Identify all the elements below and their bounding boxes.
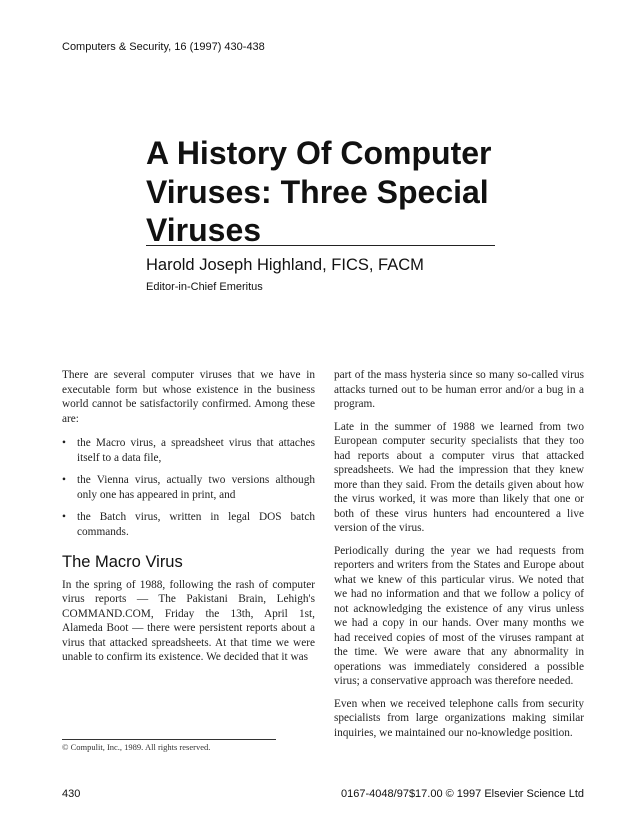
copyright-footnote: © Compulit, Inc., 1989. All rights reserved. xyxy=(62,742,211,752)
list-item-text: the Batch virus, written in legal DOS batch commands. xyxy=(77,511,315,538)
title-line: A History Of Computer xyxy=(146,135,492,171)
page-number: 430 xyxy=(62,788,81,800)
list-item xyxy=(62,473,315,502)
bullet-icon: • xyxy=(62,437,66,449)
bullet-icon: • xyxy=(62,511,66,523)
left-column xyxy=(62,368,315,665)
body-paragraph: Late in the summer of 1988 we learned from two European computer security specialists that they too had reports about a computer virus that attacked spreadsheets. We had the impression that they knew more than they said. From the details given about how the virus worked, it was more than likely that one or both of these virus hunters had encountered a live version of the virus. xyxy=(334,420,584,534)
body-paragraph: In the spring of 1988, following the rash of computer virus reports — The Pakistani Brain, Lehigh's COMMAND.COM, Friday the 13th, April 1st, Alameda Boot — there were persistent reports about a virus that attacked spreadsheets. At that time we were unable to confirm its existence. We decided that it was xyxy=(62,578,315,663)
title-line: Viruses xyxy=(146,212,262,248)
article-title xyxy=(146,134,516,250)
list-item xyxy=(62,436,315,465)
virus-list xyxy=(62,436,315,539)
title-line: Viruses: Three Special xyxy=(146,173,489,210)
intro-paragraph: There are several computer viruses that we have in executable form but whose existence in the business world cannot be satisfactorily confirmed. Among these are: xyxy=(62,369,315,425)
list-item xyxy=(62,510,315,539)
issn-line: 0167-4048/97$17.00 © 1997 Elsevier Science Ltd xyxy=(341,788,584,800)
author-affiliation: Editor-in-Chief Emeritus xyxy=(146,281,263,293)
bullet-icon: • xyxy=(62,474,66,486)
body-paragraph: part of the mass hysteria since so many so-called virus attacks turned out to be human error and/or a bug in a program. xyxy=(334,369,584,410)
right-column xyxy=(334,368,584,740)
body-paragraph: Periodically during the year we had requests from reporters and writers from the States and Europe about what we knew of this particular virus. We noted that we had no information and that we follow a policy of not acknowledging the existence of any virus unless we had a copy in our hands. Over many months we had received copies of most of the viruses rampant at the time. We were aware that any abnormality in operations was immediately considered a possible virus; a conservative approach was therefore needed. xyxy=(334,544,584,687)
footnote-divider xyxy=(62,739,276,740)
body-paragraph: Even when we received telephone calls from security specialists from large organizations making similar inquiries, we maintained our no-knowledge position. xyxy=(334,697,584,739)
list-item-text: the Vienna virus, actually two versions although only one has appeared in print, and xyxy=(77,474,315,501)
author-name: Harold Joseph Highland, FICS, FACM xyxy=(146,256,424,274)
list-item-text: the Macro virus, a spreadsheet virus that attaches itself to a data file, xyxy=(77,437,315,464)
journal-reference: Computers & Security, 16 (1997) 430-438 xyxy=(62,41,265,53)
title-divider xyxy=(146,245,495,246)
section-heading: The Macro Virus xyxy=(62,553,183,571)
